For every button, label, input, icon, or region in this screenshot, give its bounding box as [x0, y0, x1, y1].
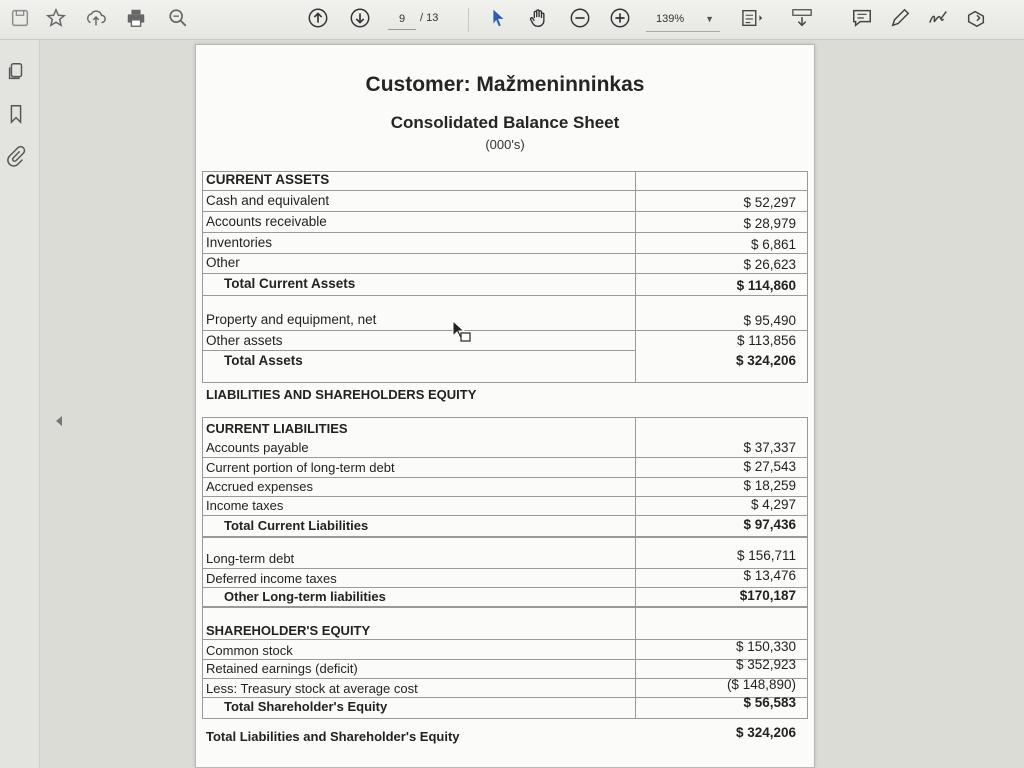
divider [202, 457, 808, 458]
line-item-value: $ 27,543 [743, 459, 796, 474]
document-title: Customer: Mažmeninninkas [365, 73, 645, 96]
document-subtitle: Consolidated Balance Sheet [390, 113, 620, 132]
line-item-value: $ 113,856 [736, 333, 796, 348]
line-item-value: $ 4,297 [750, 497, 796, 512]
divider [202, 587, 808, 588]
line-item-value: $ 18,259 [743, 478, 796, 493]
total-label: Total Current Assets [224, 276, 356, 291]
document-units: (000's) [485, 137, 525, 152]
divider [202, 515, 808, 516]
line-item-label: Current portion of long-term debt [206, 460, 395, 475]
section-header: CURRENT ASSETS [206, 172, 330, 187]
divider [202, 211, 808, 212]
divider [202, 295, 808, 296]
grand-total-value: $ 324,206 [735, 725, 796, 740]
zoom-select[interactable] [646, 6, 720, 32]
liabilities-header: LIABILITIES AND SHAREHOLDERS EQUITY [206, 387, 477, 402]
zoom-in-icon[interactable] [606, 4, 634, 32]
zoom-out-icon[interactable] [566, 4, 594, 32]
divider [202, 273, 808, 274]
divider [202, 697, 808, 698]
save-icon[interactable] [6, 4, 34, 32]
line-item-label: Common stock [206, 643, 293, 658]
line-item-value: $ 6,861 [750, 237, 796, 252]
line-item-label: Accounts payable [206, 440, 309, 455]
line-item-label: Retained earnings (deficit) [206, 661, 358, 676]
toolbar [0, 0, 1024, 40]
left-sidebar [0, 40, 40, 768]
line-item-label: Property and equipment, net [206, 312, 377, 327]
line-item-label: Other assets [206, 333, 283, 348]
line-item-label: Other [206, 255, 240, 270]
total-label: Total Assets [224, 353, 303, 368]
line-item-value: $ 156,711 [736, 548, 796, 563]
line-item-label: Cash and equivalent [206, 193, 330, 208]
line-item-value: $ 37,337 [743, 440, 796, 455]
line-item-label: Inventories [206, 235, 273, 250]
divider [202, 678, 808, 679]
total-label: Other Long-term liabilities [224, 589, 386, 604]
toolbar-divider [468, 8, 469, 32]
line-item-label: Deferred income taxes [206, 571, 337, 586]
bookmarks-icon[interactable] [2, 100, 30, 128]
prev-page-icon[interactable] [304, 4, 332, 32]
divider [202, 190, 808, 191]
grand-total-label: Total Liabilities and Shareholder's Equity [206, 729, 460, 744]
divider [202, 568, 808, 569]
line-item-value: $ 52,297 [743, 195, 796, 210]
page-number-input[interactable] [388, 8, 416, 30]
total-label: Total Current Liabilities [224, 518, 369, 533]
pages-icon[interactable] [2, 58, 30, 86]
section-header: SHAREHOLDER'S EQUITY [206, 623, 371, 638]
line-item-label: Accounts receivable [206, 214, 327, 229]
page-total: / 13 [420, 12, 439, 24]
collapse-panel-arrow-icon[interactable] [56, 416, 62, 426]
share-icon[interactable] [962, 4, 990, 32]
fit-page-icon[interactable] [736, 4, 770, 32]
divider [202, 496, 808, 497]
divider [202, 639, 808, 640]
divider [202, 477, 808, 478]
sign-icon[interactable] [924, 4, 952, 32]
upload-icon[interactable] [82, 4, 110, 32]
pen-icon[interactable] [886, 4, 914, 32]
total-value: $ 97,436 [743, 517, 796, 532]
line-item-label: Income taxes [206, 498, 284, 513]
line-item-value: $ 95,490 [743, 313, 796, 328]
select-arrow-icon[interactable] [484, 4, 512, 32]
line-item-value: $ 26,623 [743, 257, 796, 272]
zoom-search-icon[interactable] [164, 4, 192, 32]
chevron-down-icon: ▼ [705, 13, 714, 24]
line-item-value: $ 150,330 [735, 639, 796, 654]
total-value: $ 114,860 [736, 278, 796, 293]
line-item-value: $ 28,979 [743, 216, 796, 231]
line-item-label: Long-term debt [206, 551, 295, 566]
divider [202, 232, 808, 233]
print-icon[interactable] [122, 4, 150, 32]
total-value: $ 324,206 [735, 353, 796, 368]
next-page-icon[interactable] [346, 4, 374, 32]
comment-icon[interactable] [848, 4, 876, 32]
line-item-value: $ 13,476 [743, 568, 796, 583]
total-value: $ 56,583 [743, 695, 796, 710]
line-item-value: ($ 148,890) [726, 677, 796, 692]
mouse-cursor-icon [452, 320, 472, 344]
attachments-icon[interactable] [2, 142, 30, 170]
divider [202, 330, 808, 331]
hand-icon[interactable] [524, 4, 552, 32]
zoom-value: 139% [656, 12, 685, 25]
divider [202, 659, 808, 660]
scroll-mode-icon[interactable] [786, 4, 818, 32]
pdf-page [195, 44, 815, 768]
divider [202, 253, 808, 254]
total-label: Total Shareholder's Equity [224, 699, 388, 714]
section-header: CURRENT LIABILITIES [206, 421, 348, 436]
divider [202, 350, 636, 351]
line-item-label: Less: Treasury stock at average cost [206, 681, 418, 696]
line-item-value: $ 352,923 [735, 657, 796, 672]
bookmark-star-icon[interactable] [42, 4, 70, 32]
line-item-label: Accrued expenses [206, 479, 313, 494]
total-value: $170,187 [739, 588, 796, 603]
